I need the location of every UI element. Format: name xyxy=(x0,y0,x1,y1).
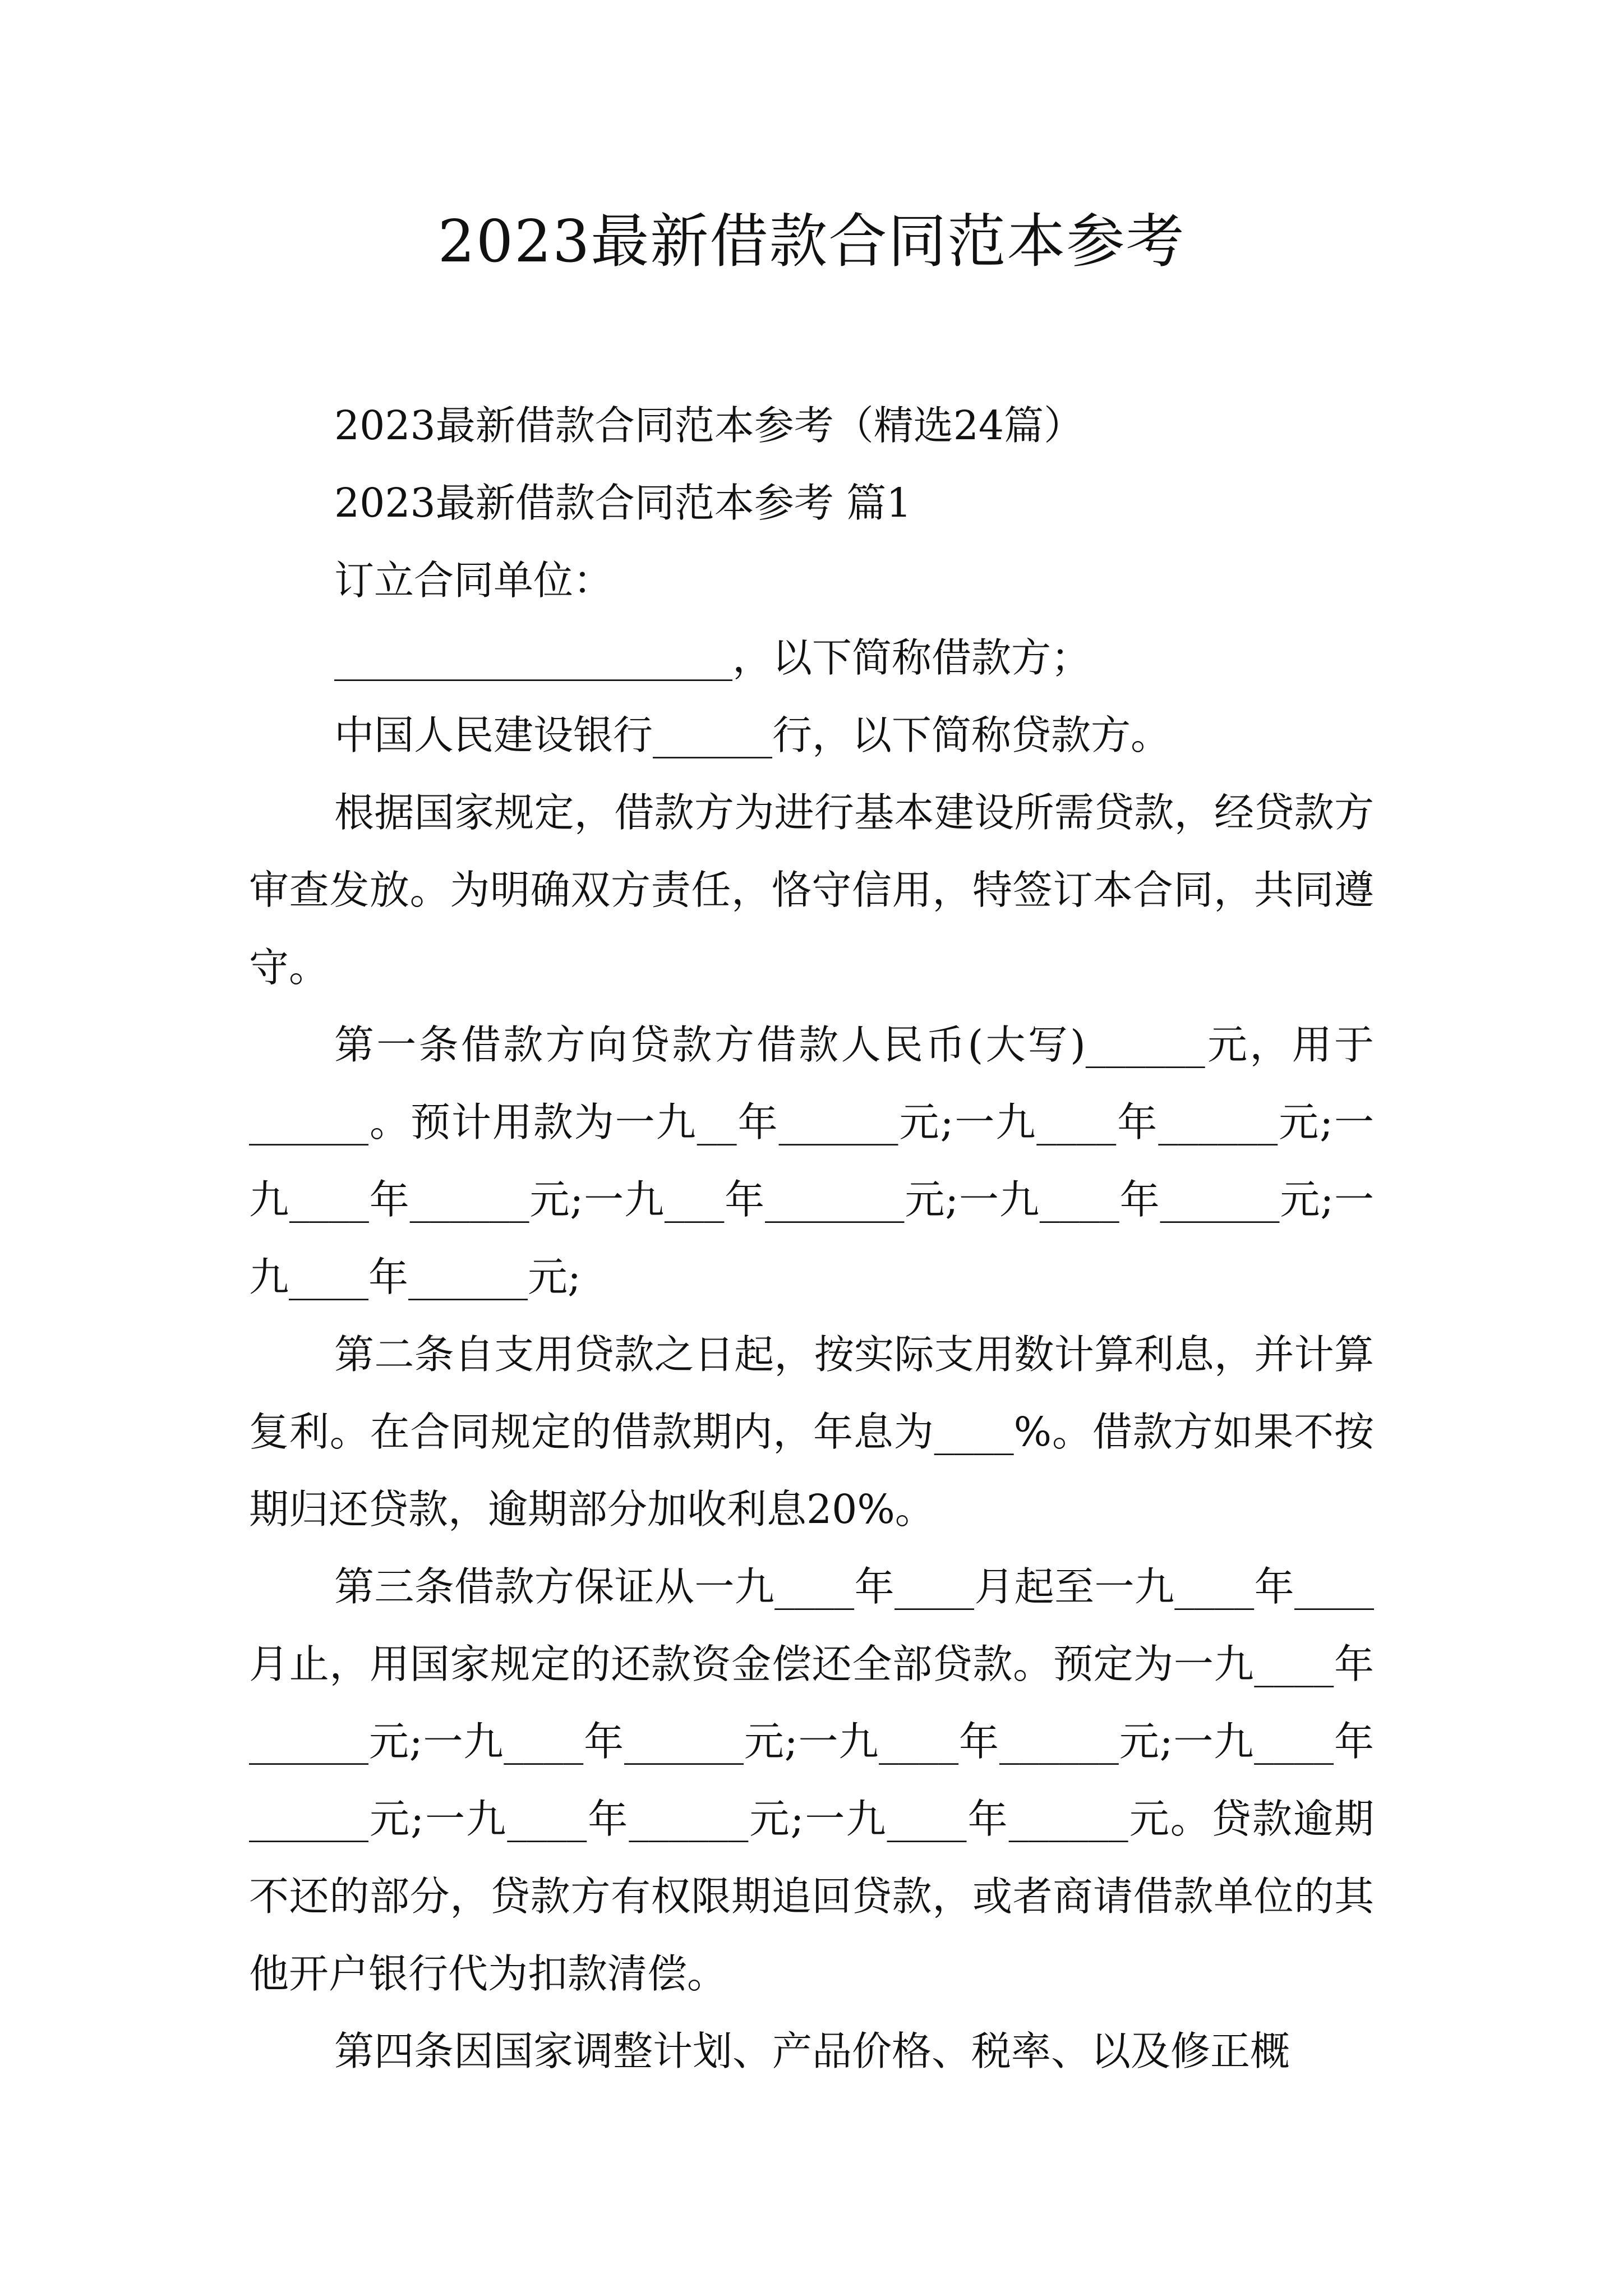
paragraph-article-4: 第四条因国家调整计划、产品价格、税率、以及修正概 xyxy=(334,2028,1290,2074)
paragraph-preamble: 根据国家规定，借款方为进行基本建设所需贷款，经贷款方审查发放。为明确双方责任，恪守信用，特签订本合同，共同遵守。 xyxy=(249,789,1374,991)
document-body xyxy=(249,387,1374,2090)
paragraph-borrower-line: ____________________，以下简称借款方； xyxy=(334,634,1091,681)
paragraph-article-1: 第一条借款方向贷款方借款人民币(大写)______元，用于______。预计用款为一九__年______元;一九____年______元;一九____年______元;一九___年_______元;一九____年______元;一九____年______元; xyxy=(249,1022,1374,1300)
paragraph-section-heading: 2023最新借款合同范本参考 篇1 xyxy=(334,480,912,526)
paragraph-contract-parties: 订立合同单位： xyxy=(334,557,614,604)
paragraph-article-2: 第二条自支用贷款之日起，按实际支用数计算利息，并计算复利。在合同规定的借款期内，年息为____%。借款方如果不按期归还贷款，逾期部分加收利息20%。 xyxy=(249,1331,1374,1533)
paragraph-subtitle: 2023最新借款合同范本参考（精选24篇） xyxy=(334,402,1084,449)
paragraph-article-3: 第三条借款方保证从一九____年____月起至一九____年____月止，用国家规定的还款资金偿还全部贷款。预定为一九____年______元;一九____年______元;一九____年______元;一九____年______元;一九____年______元;一九____年______元。贷款逾期不还的部分，贷款方有权限期追回贷款，或者商请借款单位的其他开户银行代为扣款清偿。 xyxy=(249,1563,1374,1997)
paragraph-lender-line: 中国人民建设银行______行，以下简称贷款方。 xyxy=(334,712,1171,758)
document-title: 2023最新借款合同范本参考 xyxy=(437,207,1186,275)
